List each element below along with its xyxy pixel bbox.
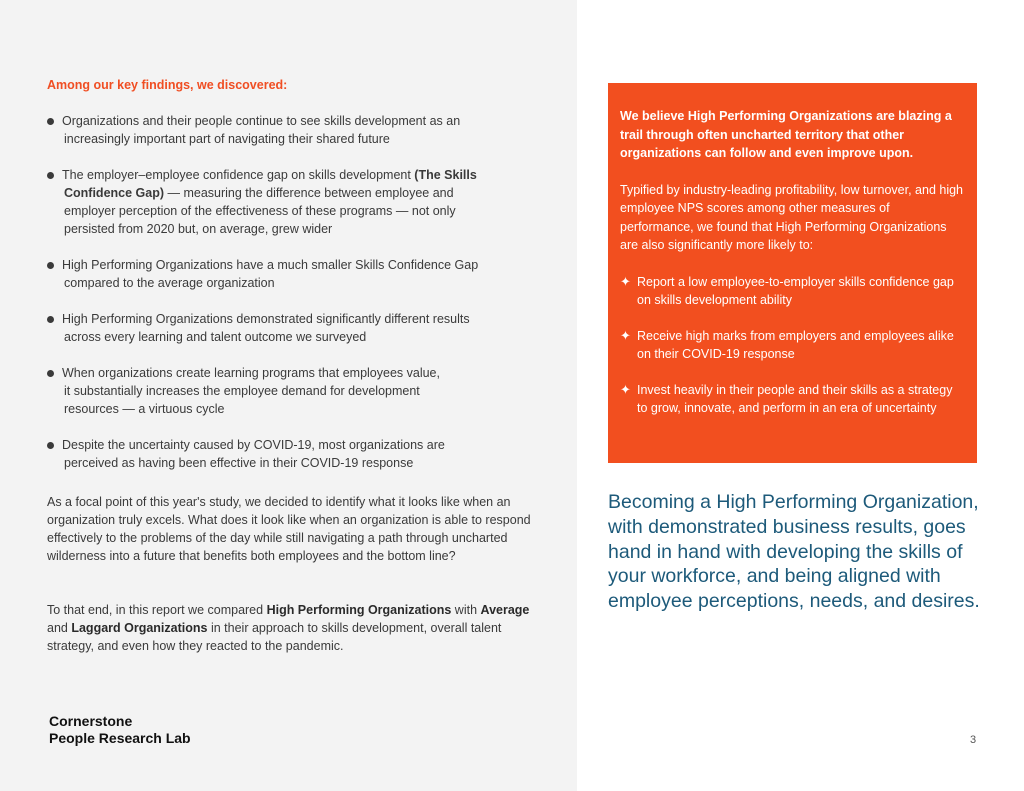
sparkle-icon: ✦ bbox=[620, 381, 631, 397]
bullet-icon bbox=[47, 316, 54, 323]
sparkle-icon: ✦ bbox=[620, 273, 631, 289]
bullet-icon bbox=[47, 172, 54, 179]
box-list bbox=[620, 273, 965, 418]
bullet-icon bbox=[47, 442, 54, 449]
box-lead-text: We believe High Performing Organizations are blazing a trail through often uncharted territory that other organizations can follow and even improve upon. bbox=[620, 109, 952, 160]
finding-item: When organizations create learning programs that employees value, it substantially increases the employee demand for development resources — a virtuous cycle bbox=[47, 364, 547, 418]
box-list-item: ✦ Invest heavily in their people and their skills as a strategy to grow, innovate, and perform in an era of uncertainty bbox=[620, 381, 953, 415]
findings-list bbox=[47, 112, 547, 490]
findings-heading: Among our key findings, we discovered: bbox=[47, 78, 288, 92]
page-number: 3 bbox=[970, 734, 977, 746]
finding-item: Organizations and their people continue to see skills development as an increasingly important part of navigating their shared future bbox=[47, 112, 547, 148]
comparison-paragraph: To that end, in this report we compared High Performing Organizations with Average and Laggard Organizations in their approach to skills development, overall talent strategy, and even how they reacted to the pandemic. bbox=[47, 603, 530, 653]
box-list-item: ✦ Receive high marks from employers and employees alike on their COVID-19 response bbox=[620, 327, 954, 361]
highlight-box bbox=[608, 83, 977, 463]
pull-quote: Becoming a High Performing Organization, with demonstrated business results, goes hand in hand with developing the skills of your workforce, and being aligned with employee perceptions, needs, and desires. bbox=[608, 491, 980, 613]
finding-item: The employer–employee confidence gap on skills development (The Skills Confidence Gap) — measuring the difference between employee and employer perception of the effectiveness of these programs — not only persisted from 2020 but, on average, grew wider bbox=[47, 166, 547, 238]
bullet-icon bbox=[47, 118, 54, 125]
finding-item: High Performing Organizations demonstrated significantly different results across every learning and talent outcome we surveyed bbox=[47, 310, 547, 346]
bullet-icon bbox=[47, 370, 54, 377]
finding-item: High Performing Organizations have a much smaller Skills Confidence Gap compared to the average organization bbox=[47, 256, 547, 292]
bullet-icon bbox=[47, 262, 54, 269]
brand-logo-text: Cornerstone People Research Lab bbox=[49, 713, 191, 746]
box-intro-text: Typified by industry-leading profitability, low turnover, and high employee NPS scores among other measures of performance, we found that High Performing Organizations are also significantly more likely to: bbox=[620, 182, 964, 252]
finding-item: Despite the uncertainty caused by COVID-19, most organizations are perceived as having been effective in their COVID-19 response bbox=[47, 436, 547, 472]
sparkle-icon: ✦ bbox=[620, 327, 631, 343]
box-list-item: ✦ Report a low employee-to-employer skills confidence gap on skills development ability bbox=[620, 273, 954, 307]
focal-point-paragraph: As a focal point of this year's study, we decided to identify what it looks like when an organization truly excels. What does it look like when an organization is able to respond effectively to the problems of the day while still navigating a path through uncharted wilderness into a future that benefits both employees and the bottom line? bbox=[47, 495, 531, 563]
